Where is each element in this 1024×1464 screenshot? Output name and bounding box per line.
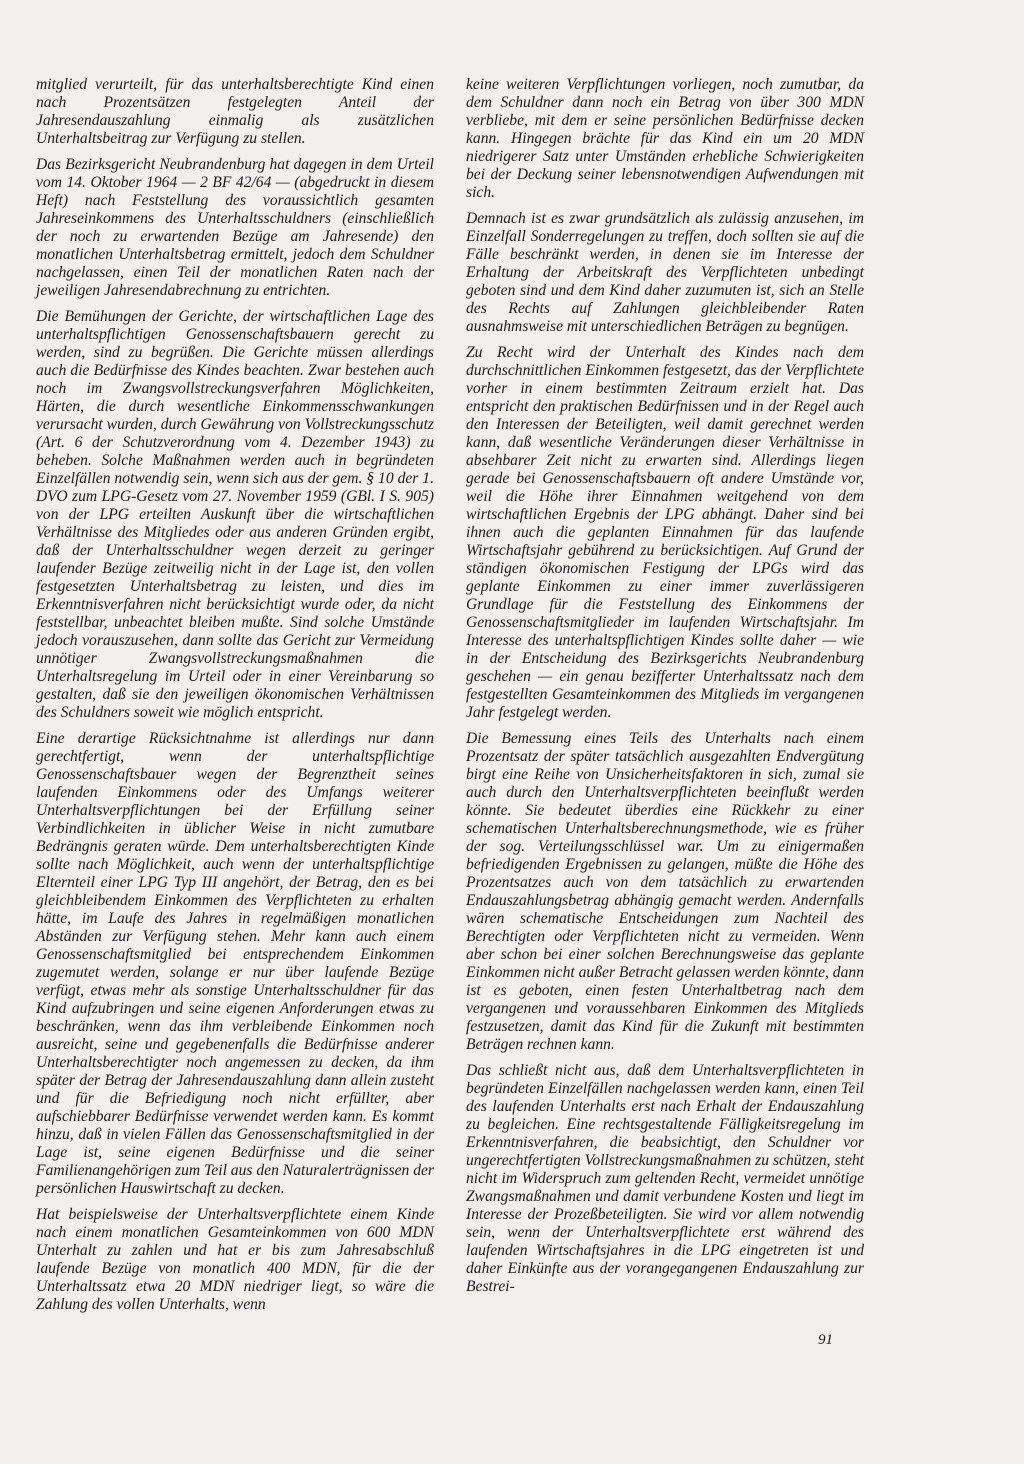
paragraph: Das Bezirksgericht Neubrandenburg hat dagegen in dem Urteil vom 14. Oktober 1964 — 2 BF 42/64 — (abgedruckt in diesem Heft) nach Feststellung des voraussichtlich gesamten Jahreseinkommens des Unterhaltsschuldners (einschließlich der noch zu erwartenden Bezüge am Jahresende) den monatlichen Unterhaltsbetrag ermittelt, jedoch dem Schuldner nachgelassen, einen Teil der monatlichen Raten nach der jeweiligen Jahresendabrechnung zu entrichten. [36,156,434,299]
paragraph: Das schließt nicht aus, daß dem Unterhaltsverpflichteten in begründeten Einzelfällen nachgelassen werden kann, einen Teil des laufenden Unterhalts erst nach Erhalt der Endauszahlung zu begleichen. Eine rechtsgestaltende Fälligkeitsregelung im Erkenntnisverfahren, die beabsichtigt, den Schuldner vor ungerechtfertigten Vollstreckungsmaßnahmen zu schützen, steht nicht im Widerspruch zum geltenden Recht, vermeidet unnötige Zwangsmaßnahmen und damit verbundene Kosten und liegt im Interesse der Prozeßbeteiligten. Sie wird vor allem notwendig sein, wenn der Unterhaltsverpflichtete erst während des laufenden Wirtschaftsjahres in die LPG eingetreten ist und daher Einkünfte aus der vorangegangenen Endauszahlung zur Bestrei- [466,1062,864,1295]
paragraph: keine weiteren Verpflichtungen vorliegen, noch zumutbar, da dem Schuldner dann noch ein Betrag von über 300 MDN verbliebe, mit dem er seine persönlichen Bedürfnisse decken kann. Hingegen brächte für das Kind ein um 20 MDN niedrigerer Satz unter Umständen erhebliche Schwierigkeiten bei der Deckung seiner lebensnotwendigen Aufwendungen mit sich. [466,76,864,201]
paragraph: Die Bemessung eines Teils des Unterhalts nach einem Prozentsatz der später tatsächlich ausgezahlten Endvergütung birgt eine Reihe von Unsicherheitsfaktoren in sich, zumal sie auch durch den Unterhaltsverpflichteten beeinflußt werden könnte. Sie bedeutet überdies eine Rückkehr zu einer schematischen Unterhaltsberechnungsmethode, wie es früher der sog. Verteilungsschlüssel war. Um zu einigermaßen befriedigenden Ergebnissen zu gelangen, müßte die Höhe des Prozentsatzes auch von dem tatsächlich zu erwartenden Endauszahlungsbetrag abhängig gemacht werden. Andernfalls wären schematische Entscheidungen zum Nachteil des Berechtigten oder Verpflichteten nicht zu vermeiden. Wenn aber schon bei einer solchen Berechnungsweise das geplante Einkommen nicht außer Betracht gelassen werden könnte, dann ist es geboten, einen festen Unterhaltbetrag nach dem vergangenen und voraussehbaren Einkommen des Mitglieds festzusetzen, damit das Kind für die Zukunft mit bestimmten Beträgen rechnen kann. [466,730,864,1053]
paragraph: Zu Recht wird der Unterhalt des Kindes nach dem durchschnittlichen Einkommen festgesetzt, das der Verpflichtete vorher in einem bestimmten Zeitraum erzielt hat. Das entspricht den praktischen Bedürfnissen und in der Regel auch den Interessen der Beteiligten, weil damit gerechnet werden kann, daß wesentliche Veränderungen dieser Verhältnisse in absehbarer Zeit nicht zu erwarten sind. Allerdings liegen gerade bei Genossenschaftsbauern oft andere Umstände vor, weil die Höhe ihrer Einnahmen weitgehend von dem wirtschaftlichen Ergebnis der LPG abhängt. Daher sind bei ihnen auch die geplanten Einnahmen für das laufende Wirtschaftsjahr gebührend zu berücksichtigen. Auf Grund der ständigen ökonomischen Festigung der LPGs wird das geplante Einkommen zu einer immer zuverlässigeren Grundlage für die Feststellung des Einkommens der Genossenschaftsmitglieder im laufenden Wirtschaftsjahr. Im Interesse des unterhaltspflichtigen Kindes sollte daher — wie in der Entscheidung des Bezirksgerichts Neubrandenburg geschehen — ein genau bezifferter Unterhaltssatz nach dem festgestellten Gesamteinkommen des Mitglieds im vergangenen Jahr festgelegt werden. [466,344,864,721]
paragraph: Hat beispielsweise der Unterhaltsverpflichtete einem Kinde nach einem monatlichen Gesamteinkommen von 600 MDN Unterhalt zu zahlen und hat er bis zum Jahresabschluß laufende Bezüge von monatlich 400 MDN, für die der Unterhaltssatz etwa 20 MDN niedriger liegt, so wäre die Zahlung des vollen Unterhalts, wenn [36,1206,434,1313]
right-column [466,76,864,1304]
paragraph: Demnach ist es zwar grundsätzlich als zulässig anzusehen, im Einzelfall Sonderregelungen zu treffen, doch sollten sie auf die Fälle beschränkt werden, in denen sie im Interesse der Erhaltung der Arbeitskraft des Verpflichteten unbedingt geboten sind und dem Kind daher zuzumuten ist, sich an Stelle des Rechts auf Zahlungen gleichbleibender Raten ausnahmsweise mit unterschiedlichen Beträgen zu begnügen. [466,210,864,335]
paragraph: Eine derartige Rücksichtnahme ist allerdings nur dann gerechtfertigt, wenn der unterhaltspflichtige Genossenschaftsbauer wegen der Begrenztheit seines laufenden Einkommens oder des Umfangs weiterer Unterhaltsverpflichtungen bei der Erfüllung seiner Verbindlichkeiten in üblicher Weise in nicht zumutbare Bedrängnis geraten würde. Dem unterhaltsberechtigten Kinde sollte nach Möglichkeit, auch wenn der unterhaltspflichtige Elternteil einer LPG Typ III angehört, der Betrag, den es bei gleichbleibendem Einkommen des Verpflichteten zu erhalten hätte, im Laufe des Jahres in regelmäßigen monatlichen Abständen zur Verfügung stehen. Mehr kann auch einem Genossenschaftsmitglied bei entsprechendem Einkommen zugemutet werden, solange er nur über laufende Bezüge verfügt, etwas mehr als sonstige Unterhaltsschuldner für das Kind aufzubringen und seine eigenen Anforderungen etwas zu beschränken, wenn das ihm verbleibende Einkommen noch ausreicht, seine und gegebenenfalls die Bedürfnisse anderer Unterhaltsberechtigter noch angemessen zu decken, da ihm später der Betrag der Jahresendauszahlung dann allein zusteht und für die Befriedigung noch nicht erfüllter, aber aufschiebbarer Bedürfnisse verwendet werden kann. Es kommt hinzu, daß in vielen Fällen das Genossenschaftsmitglied in der Lage ist, seine eigenen Bedürfnisse und die seiner Familienangehörigen zum Teil aus den Naturalerträgnissen der persönlichen Hauswirtschaft zu decken. [36,730,434,1197]
paragraph: mitglied verurteilt, für das unterhaltsberechtigte Kind einen nach Prozentsätzen festgelegten Anteil der Jahresendauszahlung einmalig als zusätzlichen Unterhaltsbeitrag zur Verfügung zu stellen. [36,76,434,147]
page-number: 91 [818,1332,833,1348]
paragraph: Die Bemühungen der Gerichte, der wirtschaftlichen Lage des unterhaltspflichtigen Genossenschaftsbauern gerecht zu werden, sind zu begrüßen. Die Gerichte müssen allerdings auch die Bedürfnisse des Kindes beachten. Zwar bestehen auch noch im Zwangsvollstreckungsverfahren Möglichkeiten, Härten, die durch wesentliche Einkommensschwankungen verursacht wurden, durch Gewährung von Vollstreckungsschutz (Art. 6 der Schutzverordnung vom 4. Dezember 1943) zu beheben. Solche Maßnahmen werden auch in begründeten Einzelfällen notwendig sein, wenn sich aus der gem. § 10 der 1. DVO zum LPG-Gesetz vom 27. November 1959 (GBl. I S. 905) von der LPG erteilten Auskunft über die wirtschaftlichen Verhältnisse des Mitgliedes oder aus anderen Gründen ergibt, daß der Unterhaltsschuldner wegen derzeit zu geringer laufender Bezüge zeitweilig nicht in der Lage ist, den vollen festgesetzten Unterhaltsbetrag zu leisten, und dies im Erkenntnisverfahren nicht berücksichtigt wurde oder, da nicht feststellbar, unbeachtet bleiben mußte. Sind solche Umstände jedoch vorauszusehen, dann sollte das Gericht zur Vermeidung unnötiger Zwangsvollstreckungsmaßnahmen die Unterhaltsregelung im Urteil oder in einer Vereinbarung so gestalten, daß sie den jeweiligen ökonomischen Verhältnissen des Schuldners soweit wie möglich entspricht. [36,308,434,721]
left-column [36,76,434,1322]
